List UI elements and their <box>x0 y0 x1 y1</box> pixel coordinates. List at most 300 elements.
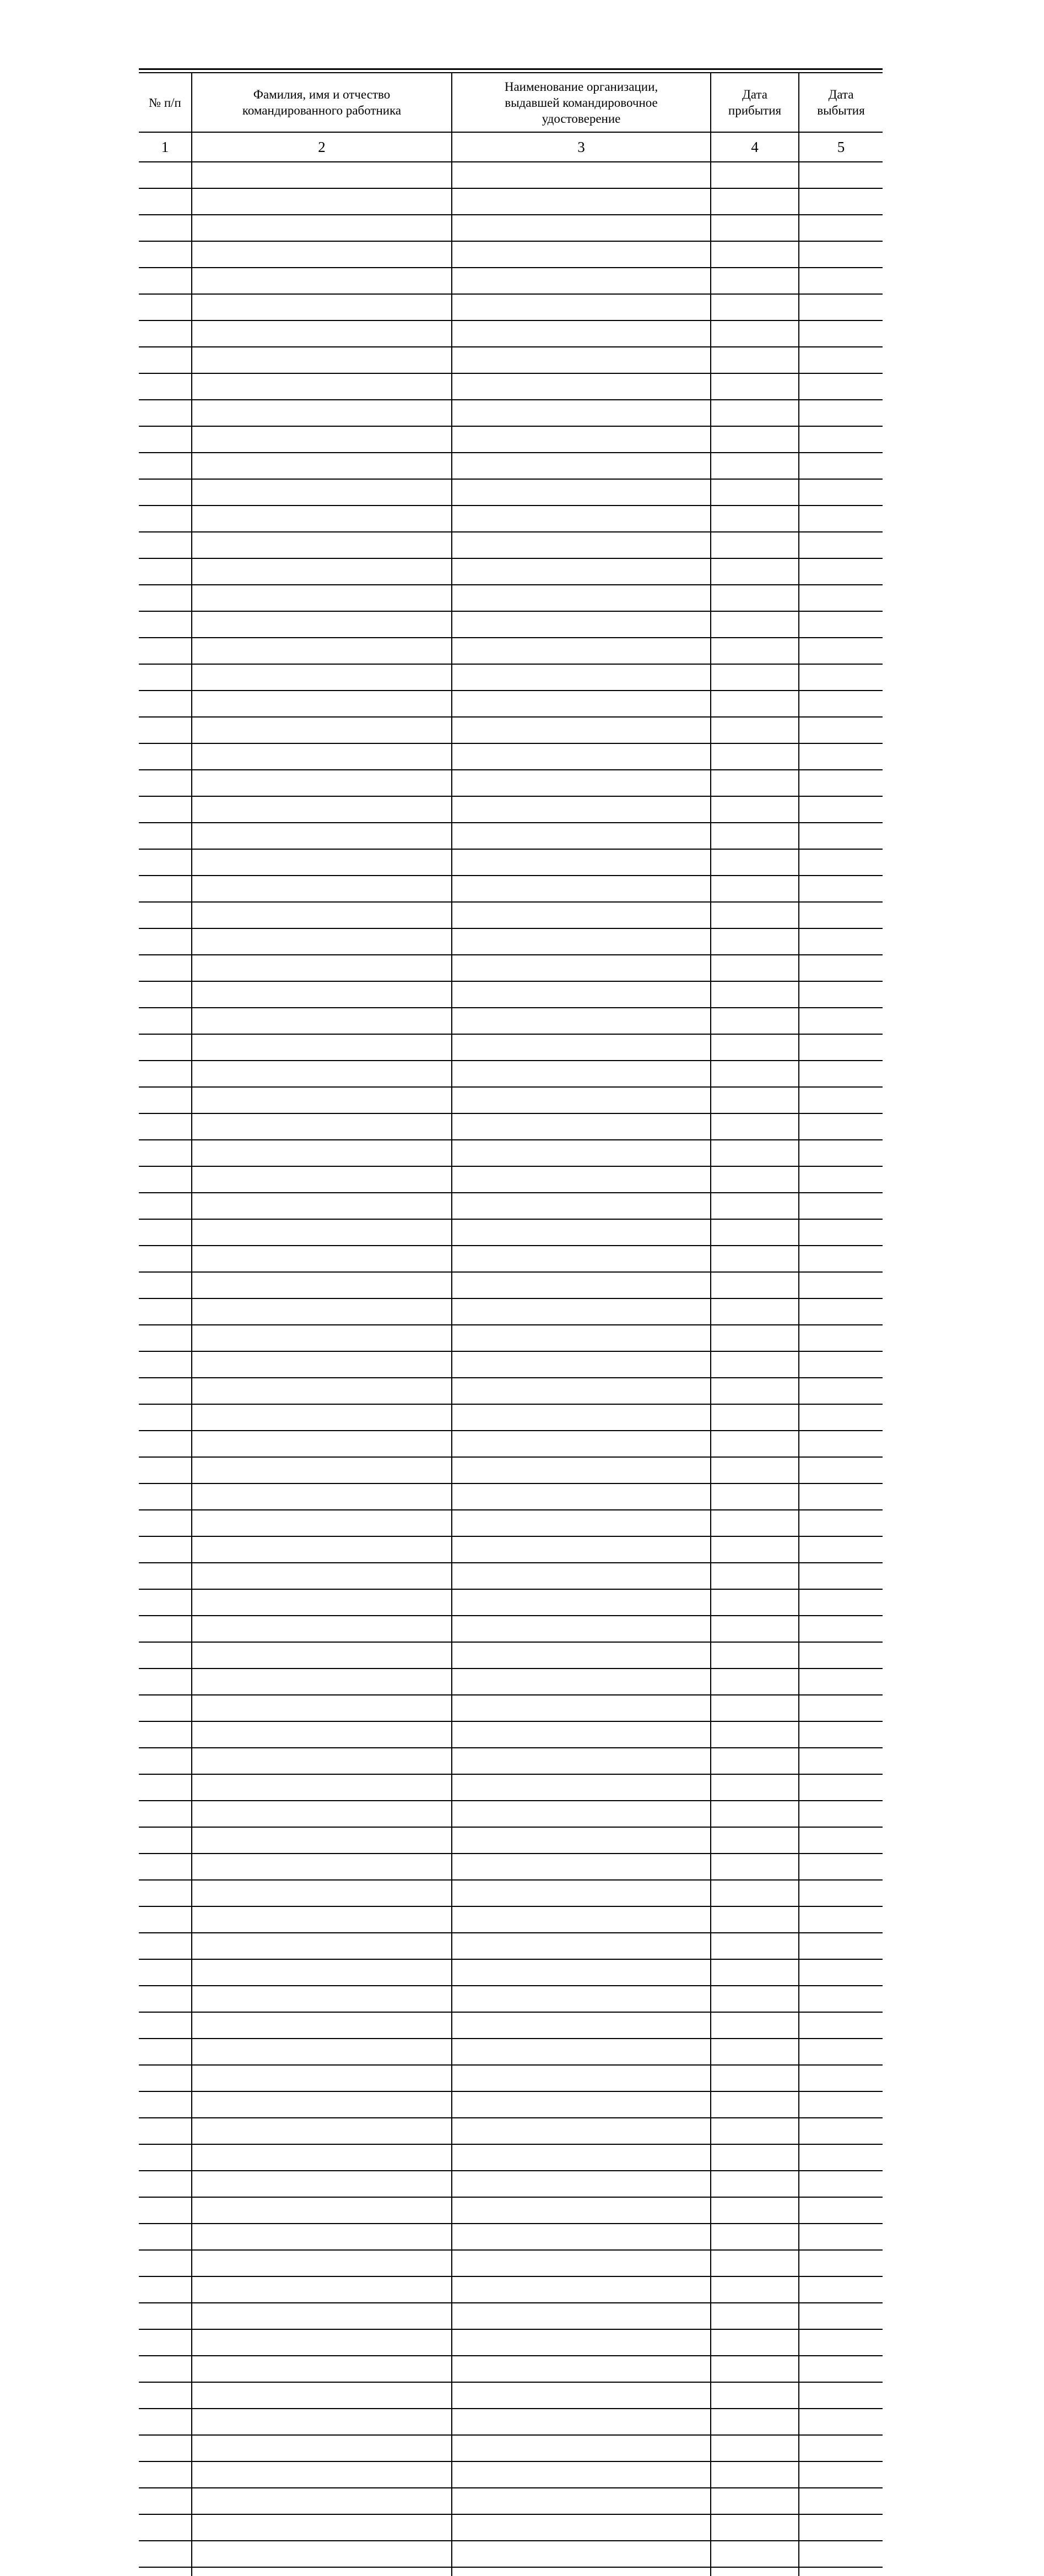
cell-departure-date[interactable] <box>799 1272 883 1298</box>
cell-arrival-date[interactable] <box>711 981 799 1008</box>
cell-departure-date[interactable] <box>799 1986 883 2012</box>
cell-issuing-organization[interactable] <box>452 717 711 743</box>
cell-employee-name[interactable] <box>192 1246 452 1272</box>
cell-departure-date[interactable] <box>799 1061 883 1087</box>
cell-employee-name[interactable] <box>192 294 452 320</box>
cell-issuing-organization[interactable] <box>452 743 711 770</box>
cell-arrival-date[interactable] <box>711 1827 799 1854</box>
cell-number[interactable] <box>139 1669 192 1695</box>
cell-departure-date[interactable] <box>799 691 883 717</box>
cell-number[interactable] <box>139 2276 192 2303</box>
cell-employee-name[interactable] <box>192 188 452 215</box>
table-row[interactable] <box>139 1721 883 1748</box>
cell-departure-date[interactable] <box>799 215 883 241</box>
cell-number[interactable] <box>139 1378 192 1404</box>
table-row[interactable] <box>139 2356 883 2382</box>
table-row[interactable] <box>139 320 883 347</box>
cell-departure-date[interactable] <box>799 1721 883 1748</box>
cell-departure-date[interactable] <box>799 1193 883 1219</box>
cell-departure-date[interactable] <box>799 1378 883 1404</box>
cell-departure-date[interactable] <box>799 796 883 823</box>
cell-departure-date[interactable] <box>799 1933 883 1959</box>
cell-number[interactable] <box>139 1140 192 1166</box>
cell-arrival-date[interactable] <box>711 1748 799 1774</box>
table-row[interactable] <box>139 1140 883 1166</box>
cell-issuing-organization[interactable] <box>452 981 711 1008</box>
cell-departure-date[interactable] <box>799 2541 883 2567</box>
cell-departure-date[interactable] <box>799 2488 883 2514</box>
cell-departure-date[interactable] <box>799 1827 883 1854</box>
cell-issuing-organization[interactable] <box>452 1669 711 1695</box>
cell-arrival-date[interactable] <box>711 1510 799 1536</box>
cell-arrival-date[interactable] <box>711 2303 799 2329</box>
table-row[interactable] <box>139 2065 883 2091</box>
cell-issuing-organization[interactable] <box>452 453 711 479</box>
cell-arrival-date[interactable] <box>711 294 799 320</box>
cell-number[interactable] <box>139 1536 192 1563</box>
table-row[interactable] <box>139 1246 883 1272</box>
cell-employee-name[interactable] <box>192 1959 452 1986</box>
cell-departure-date[interactable] <box>799 2171 883 2197</box>
table-row[interactable] <box>139 743 883 770</box>
cell-departure-date[interactable] <box>799 2091 883 2118</box>
cell-issuing-organization[interactable] <box>452 558 711 585</box>
cell-arrival-date[interactable] <box>711 1061 799 1087</box>
cell-issuing-organization[interactable] <box>452 215 711 241</box>
table-row[interactable] <box>139 1166 883 1193</box>
cell-employee-name[interactable] <box>192 2276 452 2303</box>
cell-issuing-organization[interactable] <box>452 2171 711 2197</box>
cell-issuing-organization[interactable] <box>452 2461 711 2488</box>
cell-issuing-organization[interactable] <box>452 796 711 823</box>
table-row[interactable] <box>139 241 883 268</box>
cell-number[interactable] <box>139 2171 192 2197</box>
cell-departure-date[interactable] <box>799 717 883 743</box>
cell-employee-name[interactable] <box>192 1854 452 1880</box>
cell-number[interactable] <box>139 188 192 215</box>
cell-departure-date[interactable] <box>799 2409 883 2435</box>
cell-employee-name[interactable] <box>192 1193 452 1219</box>
table-row[interactable] <box>139 691 883 717</box>
cell-departure-date[interactable] <box>799 611 883 638</box>
cell-issuing-organization[interactable] <box>452 1986 711 2012</box>
cell-arrival-date[interactable] <box>711 215 799 241</box>
table-row[interactable] <box>139 506 883 532</box>
cell-employee-name[interactable] <box>192 268 452 294</box>
cell-number[interactable] <box>139 981 192 1008</box>
cell-number[interactable] <box>139 506 192 532</box>
cell-number[interactable] <box>139 1986 192 2012</box>
cell-number[interactable] <box>139 717 192 743</box>
cell-employee-name[interactable] <box>192 2329 452 2356</box>
cell-arrival-date[interactable] <box>711 1219 799 1246</box>
cell-employee-name[interactable] <box>192 1748 452 1774</box>
cell-employee-name[interactable] <box>192 400 452 426</box>
table-row[interactable] <box>139 268 883 294</box>
table-row[interactable] <box>139 1351 883 1378</box>
cell-number[interactable] <box>139 1008 192 1034</box>
cell-departure-date[interactable] <box>799 1298 883 1325</box>
table-row[interactable] <box>139 1986 883 2012</box>
cell-employee-name[interactable] <box>192 1140 452 1166</box>
table-row[interactable] <box>139 1325 883 1351</box>
cell-arrival-date[interactable] <box>711 849 799 876</box>
cell-issuing-organization[interactable] <box>452 2118 711 2144</box>
cell-employee-name[interactable] <box>192 1669 452 1695</box>
cell-employee-name[interactable] <box>192 1986 452 2012</box>
cell-arrival-date[interactable] <box>711 2329 799 2356</box>
cell-issuing-organization[interactable] <box>452 1351 711 1378</box>
cell-employee-name[interactable] <box>192 981 452 1008</box>
cell-arrival-date[interactable] <box>711 691 799 717</box>
cell-arrival-date[interactable] <box>711 373 799 400</box>
cell-departure-date[interactable] <box>799 743 883 770</box>
cell-number[interactable] <box>139 2461 192 2488</box>
cell-arrival-date[interactable] <box>711 1193 799 1219</box>
cell-departure-date[interactable] <box>799 1642 883 1669</box>
table-row[interactable] <box>139 2276 883 2303</box>
cell-number[interactable] <box>139 1906 192 1933</box>
cell-number[interactable] <box>139 1695 192 1721</box>
table-row[interactable] <box>139 2197 883 2224</box>
cell-arrival-date[interactable] <box>711 268 799 294</box>
table-row[interactable] <box>139 1827 883 1854</box>
table-row[interactable] <box>139 2382 883 2409</box>
cell-departure-date[interactable] <box>799 1113 883 1140</box>
cell-arrival-date[interactable] <box>711 1325 799 1351</box>
cell-number[interactable] <box>139 796 192 823</box>
cell-issuing-organization[interactable] <box>452 2541 711 2567</box>
cell-employee-name[interactable] <box>192 2065 452 2091</box>
cell-employee-name[interactable] <box>192 2250 452 2276</box>
cell-arrival-date[interactable] <box>711 1351 799 1378</box>
cell-issuing-organization[interactable] <box>452 2567 711 2576</box>
cell-departure-date[interactable] <box>799 1483 883 1510</box>
cell-employee-name[interactable] <box>192 1616 452 1642</box>
cell-number[interactable] <box>139 426 192 453</box>
cell-employee-name[interactable] <box>192 796 452 823</box>
cell-arrival-date[interactable] <box>711 1483 799 1510</box>
table-row[interactable] <box>139 2144 883 2171</box>
table-row[interactable] <box>139 479 883 506</box>
cell-number[interactable] <box>139 1404 192 1431</box>
table-row[interactable] <box>139 1378 883 1404</box>
cell-arrival-date[interactable] <box>711 638 799 664</box>
cell-arrival-date[interactable] <box>711 2118 799 2144</box>
cell-number[interactable] <box>139 2065 192 2091</box>
cell-departure-date[interactable] <box>799 1880 883 1906</box>
cell-number[interactable] <box>139 400 192 426</box>
cell-arrival-date[interactable] <box>711 1801 799 1827</box>
cell-number[interactable] <box>139 823 192 849</box>
cell-number[interactable] <box>139 453 192 479</box>
cell-arrival-date[interactable] <box>711 611 799 638</box>
cell-number[interactable] <box>139 1589 192 1616</box>
cell-arrival-date[interactable] <box>711 1695 799 1721</box>
cell-number[interactable] <box>139 1034 192 1061</box>
table-row[interactable] <box>139 1113 883 1140</box>
cell-departure-date[interactable] <box>799 849 883 876</box>
cell-employee-name[interactable] <box>192 1325 452 1351</box>
table-row[interactable] <box>139 955 883 981</box>
cell-issuing-organization[interactable] <box>452 2250 711 2276</box>
cell-departure-date[interactable] <box>799 2065 883 2091</box>
cell-departure-date[interactable] <box>799 2382 883 2409</box>
cell-number[interactable] <box>139 1721 192 1748</box>
cell-number[interactable] <box>139 2118 192 2144</box>
cell-employee-name[interactable] <box>192 2435 452 2461</box>
cell-employee-name[interactable] <box>192 2514 452 2541</box>
cell-issuing-organization[interactable] <box>452 2382 711 2409</box>
table-row[interactable] <box>139 2488 883 2514</box>
cell-arrival-date[interactable] <box>711 1246 799 1272</box>
cell-number[interactable] <box>139 1774 192 1801</box>
cell-departure-date[interactable] <box>799 1351 883 1378</box>
table-row[interactable] <box>139 1536 883 1563</box>
cell-departure-date[interactable] <box>799 2250 883 2276</box>
cell-arrival-date[interactable] <box>711 1113 799 1140</box>
table-row[interactable] <box>139 558 883 585</box>
table-row[interactable] <box>139 1298 883 1325</box>
cell-employee-name[interactable] <box>192 1351 452 1378</box>
table-row[interactable] <box>139 532 883 558</box>
table-row[interactable] <box>139 188 883 215</box>
cell-issuing-organization[interactable] <box>452 1034 711 1061</box>
cell-arrival-date[interactable] <box>711 162 799 188</box>
cell-arrival-date[interactable] <box>711 1721 799 1748</box>
cell-issuing-organization[interactable] <box>452 2012 711 2039</box>
cell-departure-date[interactable] <box>799 1510 883 1536</box>
cell-arrival-date[interactable] <box>711 2144 799 2171</box>
cell-departure-date[interactable] <box>799 2012 883 2039</box>
cell-arrival-date[interactable] <box>711 1563 799 1589</box>
cell-employee-name[interactable] <box>192 1431 452 1457</box>
cell-arrival-date[interactable] <box>711 2039 799 2065</box>
cell-employee-name[interactable] <box>192 2091 452 2118</box>
cell-issuing-organization[interactable] <box>452 1854 711 1880</box>
table-row[interactable] <box>139 215 883 241</box>
cell-issuing-organization[interactable] <box>452 638 711 664</box>
table-row[interactable] <box>139 162 883 188</box>
cell-arrival-date[interactable] <box>711 2224 799 2250</box>
cell-arrival-date[interactable] <box>711 2514 799 2541</box>
cell-number[interactable] <box>139 2224 192 2250</box>
cell-number[interactable] <box>139 955 192 981</box>
cell-arrival-date[interactable] <box>711 2409 799 2435</box>
table-row[interactable] <box>139 1854 883 1880</box>
table-row[interactable] <box>139 2409 883 2435</box>
cell-issuing-organization[interactable] <box>452 1166 711 1193</box>
cell-arrival-date[interactable] <box>711 2012 799 2039</box>
cell-number[interactable] <box>139 1325 192 1351</box>
cell-number[interactable] <box>139 2091 192 2118</box>
table-row[interactable] <box>139 2541 883 2567</box>
cell-number[interactable] <box>139 1616 192 1642</box>
cell-departure-date[interactable] <box>799 823 883 849</box>
cell-arrival-date[interactable] <box>711 1536 799 1563</box>
cell-issuing-organization[interactable] <box>452 532 711 558</box>
cell-employee-name[interactable] <box>192 585 452 611</box>
cell-departure-date[interactable] <box>799 955 883 981</box>
cell-arrival-date[interactable] <box>711 1616 799 1642</box>
cell-departure-date[interactable] <box>799 1034 883 1061</box>
cell-issuing-organization[interactable] <box>452 1906 711 1933</box>
table-row[interactable] <box>139 294 883 320</box>
cell-arrival-date[interactable] <box>711 743 799 770</box>
cell-arrival-date[interactable] <box>711 188 799 215</box>
cell-issuing-organization[interactable] <box>452 2303 711 2329</box>
cell-employee-name[interactable] <box>192 1695 452 1721</box>
cell-employee-name[interactable] <box>192 1298 452 1325</box>
cell-arrival-date[interactable] <box>711 823 799 849</box>
cell-departure-date[interactable] <box>799 2329 883 2356</box>
cell-arrival-date[interactable] <box>711 1642 799 1669</box>
cell-arrival-date[interactable] <box>711 2382 799 2409</box>
cell-employee-name[interactable] <box>192 1404 452 1431</box>
table-row[interactable] <box>139 2303 883 2329</box>
table-row[interactable] <box>139 1272 883 1298</box>
cell-departure-date[interactable] <box>799 532 883 558</box>
cell-departure-date[interactable] <box>799 1457 883 1483</box>
cell-departure-date[interactable] <box>799 1695 883 1721</box>
cell-arrival-date[interactable] <box>711 1457 799 1483</box>
cell-number[interactable] <box>139 743 192 770</box>
cell-arrival-date[interactable] <box>711 506 799 532</box>
cell-employee-name[interactable] <box>192 2197 452 2224</box>
cell-arrival-date[interactable] <box>711 1986 799 2012</box>
cell-arrival-date[interactable] <box>711 2197 799 2224</box>
cell-number[interactable] <box>139 664 192 691</box>
cell-issuing-organization[interactable] <box>452 1008 711 1034</box>
cell-arrival-date[interactable] <box>711 585 799 611</box>
cell-number[interactable] <box>139 1510 192 1536</box>
table-row[interactable] <box>139 717 883 743</box>
cell-departure-date[interactable] <box>799 1008 883 1034</box>
cell-issuing-organization[interactable] <box>452 1246 711 1272</box>
cell-employee-name[interactable] <box>192 2303 452 2329</box>
cell-employee-name[interactable] <box>192 2541 452 2567</box>
cell-issuing-organization[interactable] <box>452 928 711 955</box>
cell-arrival-date[interactable] <box>711 347 799 373</box>
cell-employee-name[interactable] <box>192 1801 452 1827</box>
cell-issuing-organization[interactable] <box>452 1193 711 1219</box>
table-row[interactable] <box>139 1457 883 1483</box>
cell-employee-name[interactable] <box>192 373 452 400</box>
cell-issuing-organization[interactable] <box>452 162 711 188</box>
cell-issuing-organization[interactable] <box>452 1774 711 1801</box>
cell-number[interactable] <box>139 2197 192 2224</box>
cell-number[interactable] <box>139 1483 192 1510</box>
cell-arrival-date[interactable] <box>711 400 799 426</box>
cell-issuing-organization[interactable] <box>452 241 711 268</box>
cell-departure-date[interactable] <box>799 2435 883 2461</box>
cell-arrival-date[interactable] <box>711 426 799 453</box>
cell-departure-date[interactable] <box>799 2567 883 2576</box>
cell-number[interactable] <box>139 241 192 268</box>
cell-number[interactable] <box>139 1880 192 1906</box>
cell-arrival-date[interactable] <box>711 1854 799 1880</box>
table-row[interactable] <box>139 1404 883 1431</box>
cell-issuing-organization[interactable] <box>452 1933 711 1959</box>
cell-employee-name[interactable] <box>192 320 452 347</box>
cell-number[interactable] <box>139 347 192 373</box>
cell-employee-name[interactable] <box>192 2012 452 2039</box>
cell-employee-name[interactable] <box>192 2461 452 2488</box>
cell-departure-date[interactable] <box>799 320 883 347</box>
cell-employee-name[interactable] <box>192 691 452 717</box>
table-row[interactable] <box>139 2171 883 2197</box>
cell-issuing-organization[interactable] <box>452 479 711 506</box>
cell-employee-name[interactable] <box>192 2382 452 2409</box>
table-row[interactable] <box>139 400 883 426</box>
cell-issuing-organization[interactable] <box>452 506 711 532</box>
cell-issuing-organization[interactable] <box>452 1801 711 1827</box>
cell-arrival-date[interactable] <box>711 1774 799 1801</box>
cell-issuing-organization[interactable] <box>452 1959 711 1986</box>
cell-issuing-organization[interactable] <box>452 268 711 294</box>
cell-number[interactable] <box>139 1933 192 1959</box>
cell-issuing-organization[interactable] <box>452 2224 711 2250</box>
cell-employee-name[interactable] <box>192 664 452 691</box>
cell-number[interactable] <box>139 1827 192 1854</box>
table-row[interactable] <box>139 2461 883 2488</box>
cell-departure-date[interactable] <box>799 426 883 453</box>
cell-number[interactable] <box>139 2567 192 2576</box>
cell-number[interactable] <box>139 1642 192 1669</box>
cell-arrival-date[interactable] <box>711 558 799 585</box>
cell-number[interactable] <box>139 2303 192 2329</box>
cell-departure-date[interactable] <box>799 162 883 188</box>
cell-employee-name[interactable] <box>192 1510 452 1536</box>
cell-employee-name[interactable] <box>192 823 452 849</box>
cell-departure-date[interactable] <box>799 2224 883 2250</box>
cell-departure-date[interactable] <box>799 664 883 691</box>
cell-arrival-date[interactable] <box>711 1933 799 1959</box>
cell-issuing-organization[interactable] <box>452 2065 711 2091</box>
cell-number[interactable] <box>139 1563 192 1589</box>
cell-departure-date[interactable] <box>799 1774 883 1801</box>
cell-arrival-date[interactable] <box>711 664 799 691</box>
cell-employee-name[interactable] <box>192 1113 452 1140</box>
cell-arrival-date[interactable] <box>711 2065 799 2091</box>
table-row[interactable] <box>139 876 883 902</box>
table-row[interactable] <box>139 1589 883 1616</box>
cell-employee-name[interactable] <box>192 2356 452 2382</box>
cell-arrival-date[interactable] <box>711 955 799 981</box>
table-row[interactable] <box>139 902 883 928</box>
cell-issuing-organization[interactable] <box>452 876 711 902</box>
cell-number[interactable] <box>139 1959 192 1986</box>
table-row[interactable] <box>139 664 883 691</box>
cell-number[interactable] <box>139 558 192 585</box>
cell-number[interactable] <box>139 1272 192 1298</box>
cell-arrival-date[interactable] <box>711 2171 799 2197</box>
cell-employee-name[interactable] <box>192 1166 452 1193</box>
cell-number[interactable] <box>139 1061 192 1087</box>
cell-number[interactable] <box>139 1431 192 1457</box>
cell-issuing-organization[interactable] <box>452 294 711 320</box>
cell-employee-name[interactable] <box>192 770 452 796</box>
cell-departure-date[interactable] <box>799 1219 883 1246</box>
cell-departure-date[interactable] <box>799 347 883 373</box>
cell-number[interactable] <box>139 1298 192 1325</box>
cell-departure-date[interactable] <box>799 585 883 611</box>
cell-number[interactable] <box>139 902 192 928</box>
cell-employee-name[interactable] <box>192 2409 452 2435</box>
cell-arrival-date[interactable] <box>711 2356 799 2382</box>
cell-issuing-organization[interactable] <box>452 1721 711 1748</box>
cell-departure-date[interactable] <box>799 1431 883 1457</box>
